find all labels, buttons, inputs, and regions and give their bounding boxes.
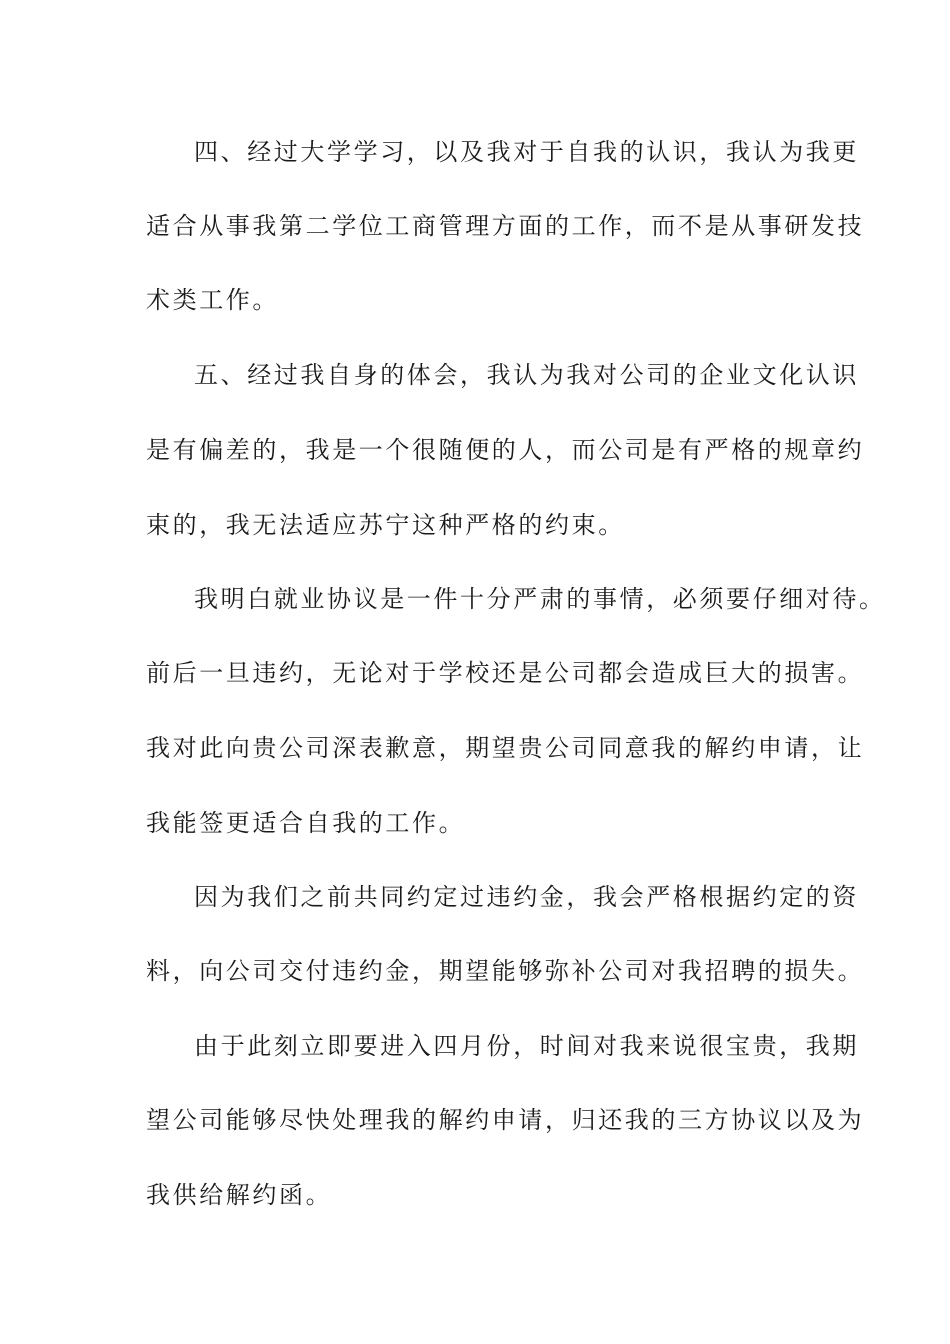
paragraph-3-line-3: 我对此向贵公司深表歉意，期望贵公司同意我的解约申请，让 bbox=[146, 734, 865, 762]
paragraph-3-line-4: 我能签更适合自我的工作。 bbox=[146, 809, 466, 837]
paragraph-5-line-3: 我供给解约函。 bbox=[146, 1181, 333, 1209]
paragraph-3-line-1: 我明白就业协议是一件十分严肃的事情，必须要仔细对待。 bbox=[194, 585, 886, 613]
paragraph-4-line-1: 因为我们之前共同约定过违约金，我会严格根据约定的资 bbox=[194, 883, 859, 911]
paragraph-1-line-1: 四、经过大学学习，以及我对于自我的认识，我认为我更 bbox=[194, 138, 859, 166]
paragraph-4-line-2: 料，向公司交付违约金，期望能够弥补公司对我招聘的损失。 bbox=[146, 957, 865, 985]
paragraph-3-line-2: 前后一旦违约，无论对于学校还是公司都会造成巨大的损害。 bbox=[146, 659, 865, 687]
paragraph-2-line-1: 五、经过我自身的体会，我认为我对公司的企业文化认识 bbox=[194, 361, 859, 389]
paragraph-5-line-2: 望公司能够尽快处理我的解约申请，归还我的三方协议以及为 bbox=[146, 1106, 865, 1134]
paragraph-1-line-3: 术类工作。 bbox=[146, 286, 279, 314]
paragraph-2-line-3: 束的，我无法适应苏宁这种严格的约束。 bbox=[146, 511, 625, 539]
paragraph-5-line-1: 由于此刻立即要进入四月份，时间对我来说很宝贵，我期 bbox=[194, 1032, 859, 1060]
paragraph-1-line-2: 适合从事我第二学位工商管理方面的工作，而不是从事研发技 bbox=[146, 212, 865, 240]
paragraph-2-line-2: 是有偏差的，我是一个很随便的人，而公司是有严格的规章约 bbox=[146, 436, 865, 464]
